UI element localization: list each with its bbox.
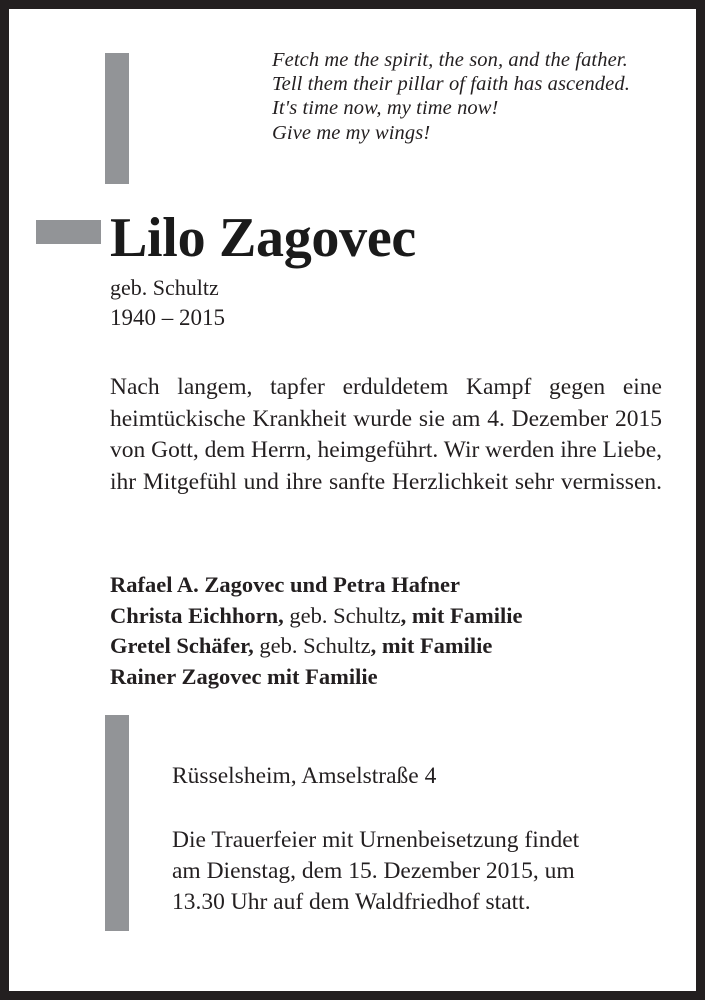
deceased-name: Lilo Zagovec (110, 207, 416, 269)
maiden-name: geb. Schultz (110, 275, 219, 300)
epigraph-verse (272, 48, 692, 145)
mourner-line (110, 631, 670, 662)
cross-vertical-bar-bottom (105, 715, 129, 931)
ceremony-line: Die Trauerfeier mit Urnenbeisetzung findet (172, 827, 580, 853)
life-dates: 1940 – 2015 (110, 305, 225, 330)
epigraph-line: Give me my wings! (272, 121, 431, 144)
obituary-notice-page (9, 9, 696, 991)
mourner-name-regular: geb. Schultz (283, 602, 401, 628)
mourner-name-regular: geb. Schultz (253, 633, 371, 659)
obituary-body-text: Nach langem, tapfer erduldetem Kampf gegen eine heimtückische Krankheit wurde sie am 4. Dezember 2015 von Gott, dem Herrn, heimgeführt. Wir werden ihre Liebe, ihr Mitgefühl und ihre sanfte Herzlichkeit sehr vermissen. (110, 374, 662, 495)
epigraph-line: Fetch me the spirit, the son, and the father. (272, 49, 628, 71)
name-block (110, 209, 670, 332)
mourner-line (110, 570, 670, 601)
epigraph-line: It's time now, my time now! (272, 97, 499, 120)
mourners-list (110, 570, 670, 693)
mourner-line (110, 601, 670, 632)
mourner-name-bold: Rainer Zagovec mit Familie (110, 664, 378, 690)
cross-vertical-bar-top (105, 53, 129, 184)
mourner-line (110, 662, 670, 693)
ceremony-details (172, 825, 672, 918)
mourner-suffix-bold: , mit Familie (400, 602, 523, 628)
mourner-suffix-bold: , mit Familie (370, 633, 493, 659)
address-line: Rüsselsheim, Amselstraße 4 (172, 763, 437, 789)
epigraph-line: Tell them their pillar of faith has ascended. (272, 73, 630, 96)
ceremony-line: am Dienstag, dem 15. Dezember 2015, um (172, 858, 575, 884)
footer-block (172, 761, 672, 918)
cross-horizontal-bar (36, 220, 101, 244)
ceremony-line: 13.30 Uhr auf dem Waldfriedhof statt. (172, 889, 531, 915)
mourner-name-bold: Christa Eichhorn, (110, 602, 284, 628)
mourner-name-bold: Gretel Schäfer, (110, 633, 254, 659)
mourner-name-bold: Rafael A. Zagovec und Petra Hafner (110, 572, 460, 597)
